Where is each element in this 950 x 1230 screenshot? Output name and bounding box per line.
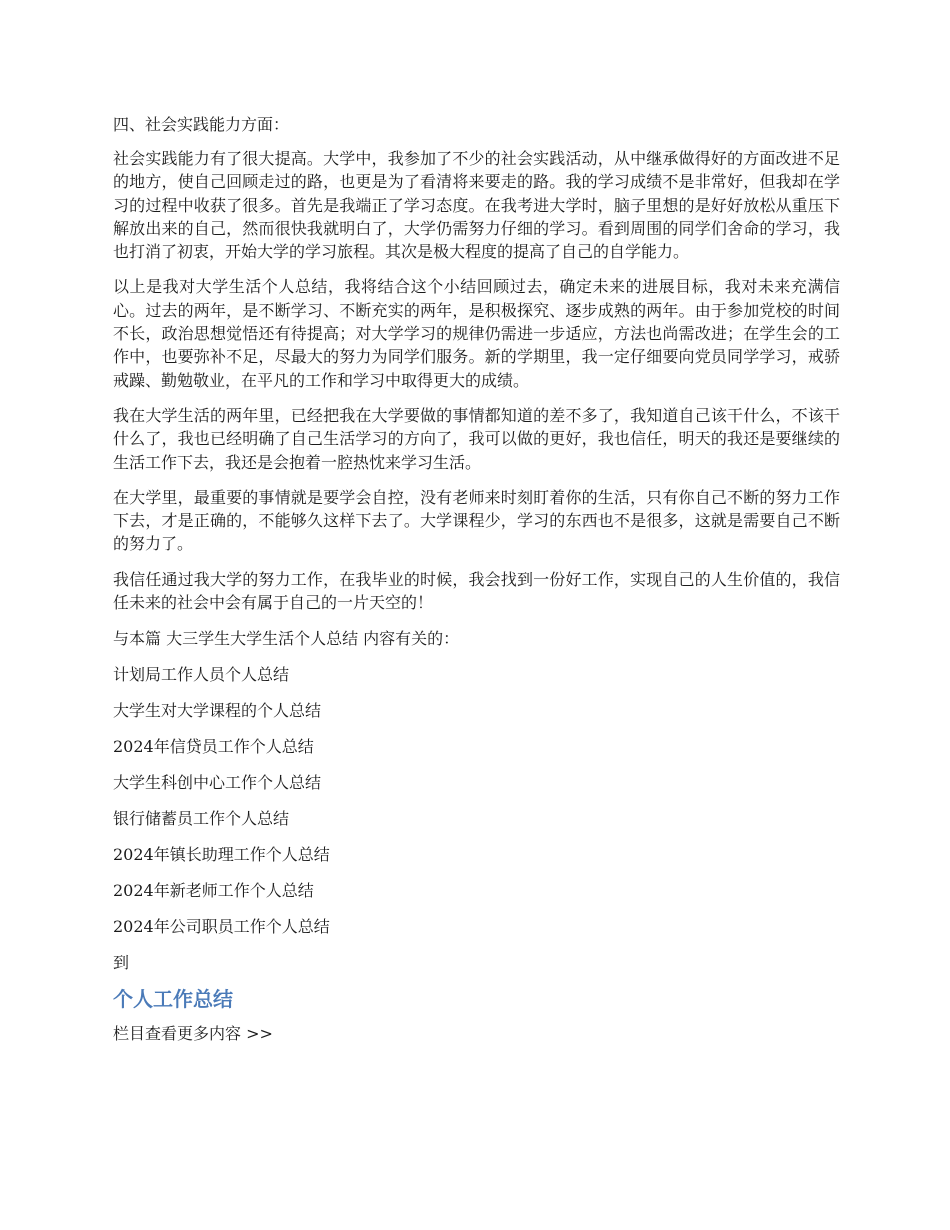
paragraph-self-control: 在大学里，最重要的事情就是要学会自控，没有老师来时刻盯着你的生活，只有你自己不断的努力工作下去，才是正确的，不能够久这样下去了。大学课程少，学习的东西也不是很多，这就是需要自己不断的努力了。 [113, 487, 840, 554]
view-more-link[interactable]: 栏目查看更多内容 >> [113, 1024, 273, 1044]
document-body [113, 112, 840, 1046]
related-link[interactable]: 2024年新老师工作个人总结 [113, 881, 314, 901]
section-heading: 四、社会实践能力方面： [113, 115, 290, 134]
related-link[interactable]: 大学生对大学课程的个人总结 [113, 701, 322, 721]
paragraph-summary: 以上是我对大学生活个人总结，我将结合这个小结回顾过去，确定未来的进展目标，我对未来充满信心。过去的两年，是不断学习、不断充实的两年，是积极探究、逐步成熟的两年。由于参加党校的时间不长，政治思想觉悟还有待提高；对大学学习的规律仍需进一步适应，方法也尚需改进；在学生会的工作中，也要弥补不足，尽最大的努力为同学们服务。新的学期里，我一定仔细要向党员同学学习，戒骄戒躁、勤勉敬业，在平凡的工作和学习中取得更大的成绩。 [113, 277, 840, 390]
related-link[interactable]: 2024年公司职员工作个人总结 [113, 917, 330, 937]
related-link[interactable]: 2024年信贷员工作个人总结 [113, 737, 314, 757]
category-link[interactable]: 个人工作总结 [113, 987, 233, 1012]
paragraph-social-practice: 社会实践能力有了很大提高。大学中，我参加了不少的社会实践活动，从中继承做得好的方面改进不足的地方，使自己回顾走过的路，也更是为了看清将来要走的路。我的学习成绩不是非常好，但我却在学习的过程中收获了很多。首先是我端正了学习态度。在我考进大学时，脑子里想的是好好放松从重压下解放出来的自己，然而很快我就明白了，大学仍需努力仔细的学习。看到周围的同学们舍命的学习，我也打消了初衷，开始大学的学习旅程。其次是极大程度的提高了自己的自学能力。 [113, 149, 840, 262]
related-link[interactable]: 2024年镇长助理工作个人总结 [113, 845, 330, 865]
related-link[interactable]: 银行储蓄员工作个人总结 [113, 809, 290, 829]
related-link[interactable]: 计划局工作人员个人总结 [113, 665, 290, 685]
paragraph-two-years: 我在大学生活的两年里，已经把我在大学要做的事情都知道的差不多了，我知道自己该干什么，不该干什么了，我也已经明确了自己生活学习的方向了，我可以做的更好，我也信任，明天的我还是要继续的生活工作下去，我还是会抱着一腔热忱来学习生活。 [113, 405, 840, 472]
related-link[interactable]: 大学生科创中心工作个人总结 [113, 773, 322, 793]
paragraph-conclusion: 我信任通过我大学的努力工作，在我毕业的时候，我会找到一份好工作，实现自己的人生价值的，我信任未来的社会中会有属于自己的一片天空的！ [113, 569, 840, 613]
related-articles-title: 与本篇 大三学生大学生活个人总结 内容有关的： [113, 629, 460, 649]
to-text: 到 [113, 953, 130, 973]
